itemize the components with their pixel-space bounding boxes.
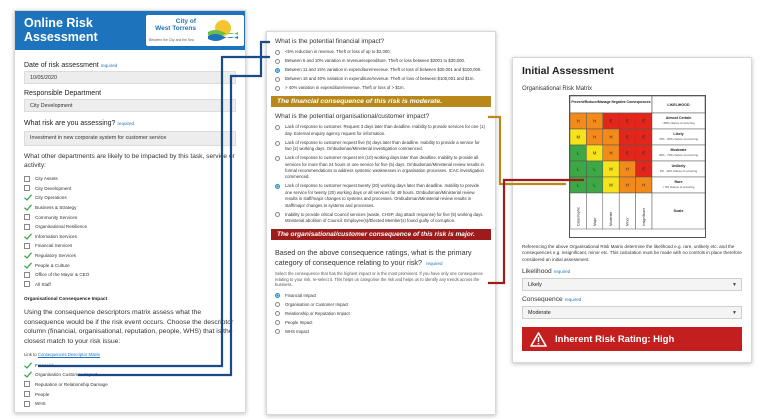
radio-empty-icon (275, 141, 280, 146)
risk-form-panel (14, 10, 246, 413)
radio-empty-icon (275, 320, 280, 325)
organisational-radio[interactable] (275, 183, 487, 209)
department-checkbox[interactable] (24, 251, 236, 261)
department-label: City Development (35, 185, 72, 191)
primary-category-option-label: Organisation or Customer Impact (285, 301, 349, 307)
consequence-select[interactable]: Moderate ▼ (522, 306, 742, 319)
matrix-cell-label: M (609, 182, 613, 188)
category-label: Organisation Customer Impact (35, 372, 98, 378)
matrix-cell-label: L (577, 150, 580, 156)
checkbox-empty-icon (24, 391, 30, 397)
matrix-header-cell (570, 96, 652, 113)
consequence-column-label: Major (592, 217, 597, 226)
checkmark-icon (24, 194, 32, 201)
checkbox-empty-icon (24, 401, 30, 407)
risk-input[interactable]: Investment in new corporate system for customer service (24, 131, 236, 146)
primary-category-radio[interactable] (275, 320, 487, 326)
category-checklist (24, 361, 236, 409)
consequence-column-label: Catastrophic (576, 206, 581, 226)
radio-empty-icon (275, 86, 280, 91)
department-checkbox[interactable] (24, 232, 236, 242)
matrix-cell-label: H (593, 134, 597, 140)
department-select[interactable]: City Development (24, 99, 236, 112)
radio-empty-icon (275, 125, 280, 130)
matrix-cell-label: H (576, 118, 580, 124)
financial-result-banner: The financial consequence of this risk is moderate. (271, 96, 491, 107)
radio-empty-icon (275, 50, 280, 55)
matrix-cell-label: H (625, 182, 629, 188)
matrix-cell-label: H (593, 118, 597, 124)
radio-empty-icon (275, 329, 280, 334)
matrix-label: Organisational Risk Matrix (522, 86, 593, 92)
consequence-column-label: Moderate (609, 211, 614, 226)
department-label: City Operations (35, 195, 67, 201)
matrix-cell-label: E (642, 118, 646, 124)
department-label: Responsible Department (24, 90, 102, 97)
matrix-cell-label: L (577, 166, 580, 172)
matrix-cell-label: E (626, 118, 629, 124)
financial-option-label: Between 16 and 40% variation in expenditure/revenue. Theft or loss of between $100,001 and $1m. (285, 76, 475, 81)
category-checkbox[interactable] (24, 389, 236, 399)
consequence-column-label: Insignificant (642, 208, 646, 226)
department-checkbox[interactable] (24, 203, 236, 213)
checkmark-icon (24, 371, 32, 378)
logo-text: City of West Torrens (155, 18, 196, 32)
department-checkbox[interactable] (24, 222, 236, 232)
organisational-option-label: Inability to provide critical Council services (waste, CHSP, dog attack response) for five (5) working days. Ministerial abolition of Council. Employee(s)/Elected Member(s) found guilty of corruption. (285, 211, 484, 224)
organisational-option-label: Lack of response to customer. Request 3 days later than deadline. Inability to provide services for one (1) day. External enquiry agency request for information. (285, 124, 485, 136)
matrix-link-row: Link to Consequences Descriptor Matrix (24, 351, 101, 357)
app-title: Online Risk Assessment (24, 16, 98, 44)
matrix-cell-label: L (577, 182, 580, 188)
financial-radio[interactable] (275, 49, 487, 55)
impact-instructions: Using the consequence descriptors matrix assess what the consequence would be if the risk event occurs. Choose the descriptor column (financial, organisational, reputation, people, WHS) that is the closest match to your risk issue: (24, 309, 234, 345)
department-checkbox[interactable] (24, 174, 236, 184)
matrix-cell-label: E (642, 134, 646, 140)
form-header (15, 11, 245, 50)
inherent-risk-rating (522, 327, 742, 351)
consequence-matrix-link[interactable]: Consequences Descriptor Matrix (37, 351, 101, 357)
checkbox-empty-icon (24, 176, 30, 182)
radio-empty-icon (275, 77, 280, 82)
organisational-option-label: Lack of response to customer request twenty (20) working days later than deadline. Inability to provide one service for twenty (20) working days or all services for 48 hours. Ombudsman/Ministerial review results in staff/major changes to systems and processes. Ombudsman/Ministerial review results in staff/major changes to systems and processes. (285, 183, 480, 208)
radio-empty-icon (275, 59, 280, 64)
organisational-radio[interactable] (275, 155, 487, 181)
matrix-cell-label: L (593, 166, 596, 172)
initial-assessment-panel (512, 57, 752, 363)
primary-category-radio[interactable] (275, 329, 487, 335)
likelihood-label: Likelihood required (522, 268, 571, 276)
likelihood-label: Moderate (670, 148, 687, 152)
department-checkbox[interactable] (24, 193, 236, 203)
category-label: WHS (35, 401, 46, 407)
likelihood-label: Unlikely (671, 164, 686, 168)
organisational-radio[interactable] (275, 212, 487, 225)
likelihood-select[interactable]: Likely ▼ (522, 278, 742, 291)
organisational-radio[interactable] (275, 124, 487, 137)
financial-option-label: Between 11 and 15% variation in expenditure/revenue. Theft or loss of between $30,001 and $100,000. (285, 67, 482, 72)
chevron-down-icon: ▼ (732, 282, 737, 289)
category-label: Financial (35, 362, 54, 368)
impact-heading: Organisational Consequence Impact (24, 297, 108, 303)
other-departments-question: What other departments are likely to be impacted by this task, service or activity: (24, 153, 235, 169)
radio-selected-icon (275, 184, 280, 189)
checkmark-icon (24, 252, 32, 259)
organisational-option-label: Lack of response to customer request five (5) days later than deadline. Inability to provide a service for two (2) working days. Ombudsman/Ministerial investigation commenced. (285, 139, 480, 152)
category-checkbox[interactable] (24, 380, 236, 390)
chevron-down-icon: ▼ (732, 310, 737, 317)
matrix-cell-label: E (626, 150, 629, 156)
likelihood-desc: 70% - 90% chance of occurring (659, 137, 698, 141)
matrix-cell-label: E (626, 134, 629, 140)
consequence-panel (266, 31, 496, 415)
department-checkbox[interactable] (24, 280, 236, 290)
checkbox-empty-icon (24, 243, 30, 249)
category-checkbox[interactable] (24, 370, 236, 380)
organisational-question: What is the potential organisational/customer impact? (275, 113, 430, 121)
warning-icon (530, 332, 547, 347)
department-checklist (24, 174, 236, 289)
department-checkbox[interactable] (24, 241, 236, 251)
risk-label: What risk are you assessing? required (24, 120, 134, 127)
matrix-cell-label: M (592, 150, 597, 156)
department-label: Organisational Resilience (35, 224, 88, 230)
sun-waves-icon (208, 19, 238, 41)
likelihood-label: Almost Certain (665, 116, 692, 120)
consequence-column-label: Minor (625, 217, 630, 226)
checkbox-empty-icon (24, 381, 30, 387)
primary-category-option-label: Relationship or Reputation Impact (285, 310, 350, 316)
likelihood-header: LIKELIHOOD (667, 103, 690, 107)
matrix-cell-label: M (609, 166, 613, 172)
department-label: Financial Services (35, 243, 73, 249)
likelihood-desc: >90% chance of occurring (662, 121, 695, 125)
matrix-cell-label: H (609, 134, 613, 140)
radio-selected-icon (275, 293, 280, 298)
primary-category-option-label: People Impact (285, 319, 313, 325)
department-label: Regulatory Services (35, 253, 77, 259)
primary-category-options (275, 293, 487, 335)
organisational-option-label: Lack of response to customer request ten (10) working days later than deadline. Inability to provide all services for more than 24 hours or one service for five (5) days. Ombudsman/Ministerial review results in formal recommendations to address systemic weaknesses in organisation processes. ICAC investigation commenced. (285, 155, 484, 180)
primary-category-option-label: WHS Impact (285, 328, 310, 334)
department-label: Business & Strategy (35, 205, 77, 211)
primary-category-help: Select the consequence that has the highest impact or is the most prominent. If you have only one consequence relating to your risk, re-select it. This helps us categorise the risk and helps us to identify any trends across the business. (275, 271, 483, 288)
inherent-risk-text: Inherent Risk Rating: High (555, 333, 675, 345)
radio-empty-icon (275, 156, 280, 161)
primary-category-radio[interactable] (275, 302, 487, 308)
radio-empty-icon (275, 212, 280, 217)
radio-empty-icon (275, 311, 280, 316)
consequence-label: Consequence required (522, 296, 582, 304)
matrix-cell-label: H (642, 182, 646, 188)
financial-option-label: <5% reduction in revenue. Theft or loss of up to $2,000. (285, 49, 391, 54)
radio-empty-icon (275, 302, 280, 307)
matrix-instructions: Referencing the above Organisational Risk Matrix determine the likelihood e.g. rare, unlikely etc. and the consequences e.g. insignificant, minor etc. This calculation must be made with no controls in place therefore considered an initial assessment. (522, 244, 742, 262)
risk-matrix (569, 95, 706, 238)
department-checkbox[interactable] (24, 184, 236, 194)
radio-selected-icon (275, 68, 280, 73)
likelihood-desc: < 5% chance of occurring (662, 185, 695, 189)
matrix-cell-label: E (642, 166, 646, 172)
matrix-header-left: Prevent/Reduce/Manage Negative Consequences (571, 100, 651, 104)
department-label: People & Culture (35, 262, 70, 268)
likelihood-desc: 5% - 30% chance of occurring (659, 169, 698, 173)
risk-matrix-grid (570, 96, 705, 237)
financial-radio[interactable] (275, 85, 487, 91)
financial-question: What is the potential financial impact? (275, 38, 385, 45)
primary-category-radio[interactable] (275, 311, 487, 317)
matrix-cell-label: L (593, 182, 596, 188)
matrix-cell-label: E (642, 150, 646, 156)
financial-option-label: Between 6 and 10% variation in revenue/expenditure. Theft or loss between $2001 to $30,000. (285, 58, 466, 63)
category-checkbox[interactable] (24, 399, 236, 409)
checkbox-empty-icon (24, 272, 30, 278)
financial-option-label: > 40% variation in expenditure/revenue. Theft or loss of > $1m. (285, 85, 405, 90)
likelihood-desc: 30% - 70% chance of occurring (659, 153, 698, 157)
organisational-radio[interactable] (275, 140, 487, 153)
category-label: Reputation or Relationship Damage (35, 381, 108, 387)
department-checkbox[interactable] (24, 212, 236, 222)
department-label: Office of the Mayor & CEO (35, 272, 90, 278)
department-label: City Assets (35, 176, 58, 182)
financial-options (275, 49, 487, 91)
matrix-cell-label: E (609, 118, 613, 124)
matrix-cell-label: H (609, 150, 613, 156)
checkmark-icon (24, 204, 32, 211)
financial-radio[interactable] (275, 76, 487, 82)
organisational-options (275, 124, 487, 224)
council-logo (146, 15, 244, 46)
checkbox-empty-icon (24, 185, 30, 191)
department-label: Information Services (35, 233, 77, 239)
department-label: Community Services (35, 214, 78, 220)
category-label: People (35, 391, 50, 397)
category-checkbox[interactable] (24, 361, 236, 371)
matrix-cell-label: H (625, 166, 629, 172)
likelihood-label: Rare (674, 180, 683, 184)
checkbox-empty-icon (24, 281, 30, 287)
checkmark-icon (24, 362, 32, 369)
matrix-cell-label: M (576, 134, 580, 140)
organisational-result-banner: The organisational/customer consequence of this risk is major. (271, 229, 491, 240)
primary-category-radio[interactable] (275, 293, 487, 299)
logo-tagline: Between the City and the Sea (149, 38, 194, 42)
financial-radio[interactable] (275, 58, 487, 64)
checkbox-empty-icon (24, 214, 30, 220)
date-input[interactable]: 10/05/2020 (24, 71, 236, 84)
initial-assessment-title: Initial Assessment (522, 65, 614, 77)
department-checkbox[interactable] (24, 270, 236, 280)
checkmark-icon (24, 233, 32, 240)
date-label: Date of risk assessment required (24, 62, 118, 69)
department-checkbox[interactable] (24, 260, 236, 270)
department-label: All Staff (35, 281, 51, 287)
primary-category-question: Based on the above consequence ratings, what is the primary category of consequence relating to your risk? required (275, 248, 472, 267)
checkmark-icon (24, 262, 32, 269)
scale-label: Scale (673, 209, 684, 214)
likelihood-label: Likely (673, 132, 684, 136)
primary-category-option-label: Financial Impact (285, 292, 317, 298)
checkbox-empty-icon (24, 224, 30, 230)
financial-radio[interactable] (275, 67, 487, 73)
